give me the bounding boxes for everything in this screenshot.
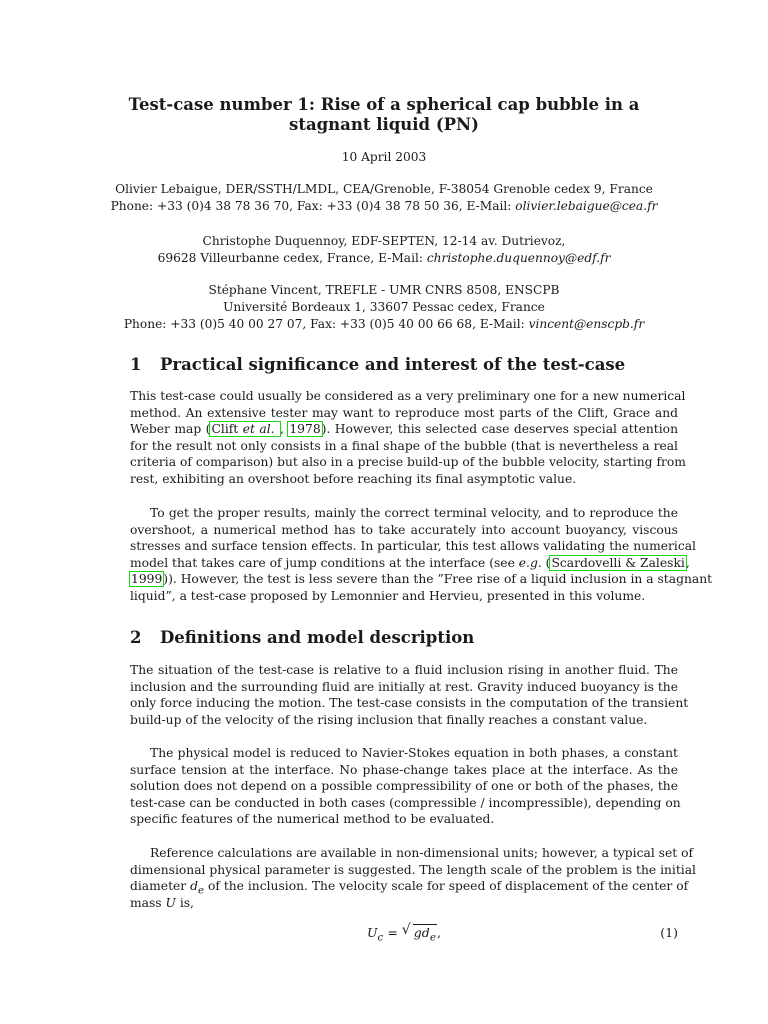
text-span: diameter — [130, 879, 191, 894]
citation-1999-link[interactable]: 1999 — [131, 572, 163, 587]
text-line — [130, 571, 713, 588]
math-var-u: U — [165, 895, 176, 910]
text-line — [130, 878, 689, 897]
math-var-d: d — [190, 879, 198, 894]
citation-author: Clift — [211, 422, 243, 437]
eq-arg: gd — [413, 925, 430, 940]
text-line: inclusion and the surrounding fluid are initially at rest. Gravity induced buoyancy is the — [130, 679, 678, 694]
text-line: method. An extensive tester may want to reproduce most parts of the Clift, Grace and — [130, 405, 678, 420]
text-line: The physical model is reduced to Navier-Stokes equation in both phases, a constant — [150, 746, 678, 760]
eq-lhs-var: U — [367, 925, 378, 940]
text-line: criteria of comparison) but also in a precise build-up of the bubble velocity, starting from — [130, 455, 686, 470]
text-line: This test-case could usually be considered as a very preliminary one for a new numerical — [130, 389, 686, 403]
section-2-number: 2 — [130, 628, 142, 647]
text-span: model that takes care of jump conditions at the interface (see — [130, 555, 519, 570]
eq-comma: , — [436, 925, 441, 940]
author-3-contact — [100, 316, 668, 333]
citation-etal: et al. — [242, 422, 275, 437]
author-block-1 — [100, 181, 668, 215]
author-2-affiliation: Christophe Duquennoy, EDF-SEPTEN, 12-14 av. Dutrievoz, — [202, 234, 566, 248]
text-line: Reference calculations are available in non-dimensional units; however, a typical set of — [150, 846, 694, 860]
text-line — [130, 555, 690, 572]
section-2-paragraph-3 — [130, 845, 696, 911]
citation-1978-link[interactable]: 1978 — [289, 422, 321, 437]
text-line: test-case can be conducted in both cases (compressible / incompressible), depending on — [130, 795, 681, 810]
text-line: solution does not depend on a possible compressibility of one or both of the phases, the — [130, 779, 678, 794]
author-1-contact — [100, 198, 668, 215]
text-span: is, — [175, 895, 194, 910]
author-block-2 — [100, 233, 668, 267]
eq-arg-sub: e — [429, 931, 436, 944]
paper-title — [120, 95, 648, 135]
paper-date: 10 April 2003 — [341, 150, 427, 164]
author-3-phone: Phone: +33 (0)5 40 00 27 07, Fax: +33 (0)5 40 00 66 68, E-Mail: — [123, 317, 529, 331]
author-1-email[interactable]: olivier.lebaigue@cea.fr — [515, 199, 658, 213]
author-2-email[interactable]: christophe.duquennoy@edf.fr — [426, 251, 611, 265]
section-1-number: 1 — [130, 355, 142, 374]
equation-1 — [130, 922, 678, 945]
author-3-email[interactable]: vincent@enscpb.fr — [528, 317, 645, 331]
author-2-contact — [100, 250, 668, 267]
author-block-3 — [100, 282, 668, 333]
title-line-2: stagnant liquid (PN) — [289, 115, 479, 134]
text-span: ). However, this selected case deserves special attention — [321, 422, 679, 437]
section-1-title: Practical significance and interest of the test-case — [160, 355, 626, 374]
text-span: )). However, the test is less severe than the ”Free rise of a liquid inclusion in a stagnant — [163, 572, 713, 587]
sqrt-symbol — [401, 922, 437, 944]
citation-scardovelli-link[interactable]: Scardovelli & Zaleski — [551, 555, 685, 570]
text-line: for the result not only consists in a final shape of the bubble (that is nevertheless a real — [130, 438, 678, 453]
title-line-1: Test-case number 1: Rise of a spherical cap bubble in a — [128, 95, 640, 114]
text-span: of the inclusion. The velocity scale for speed of displacement of the center of — [204, 879, 689, 894]
section-2-title: Definitions and model description — [160, 628, 475, 647]
eq-lhs-sub: c — [377, 931, 384, 944]
radical-sign: √ — [401, 922, 411, 938]
equation-number: (1) — [660, 925, 678, 940]
text-span: , — [280, 422, 289, 437]
text-span: , — [685, 555, 690, 570]
section-2-paragraph-1 — [130, 662, 689, 728]
section-1-paragraph-2 — [130, 505, 713, 605]
text-line: rest, exhibiting an overshoot before reaching its final asymptotic value. — [130, 471, 577, 486]
author-1-affiliation: Olivier Lebaigue, DER/SSTH/LMDL, CEA/Grenoble, F-38054 Grenoble cedex 9, France — [115, 182, 653, 196]
author-3-affiliation: Stéphane Vincent, TREFLE - UMR CNRS 8508, ENSCPB — [208, 283, 560, 297]
text-line: stresses and surface tension effects. In particular, this test allows validating the numerical — [130, 539, 696, 554]
author-2-address: 69628 Villeurbanne cedex, France, E-Mail: — [157, 251, 427, 265]
eq-equals: = — [383, 925, 402, 940]
citation-space — [275, 422, 279, 436]
text-span: mass — [130, 895, 166, 910]
math-sub-e: e — [197, 884, 205, 897]
text-line: dimensional physical parameter is suggested. The length scale of the problem is the initial — [130, 862, 696, 877]
section-1-heading — [130, 355, 625, 375]
text-line: surface tension at the interface. No phase-change takes place at the interface. As the — [130, 762, 678, 777]
text-line — [130, 421, 678, 438]
equation-body — [367, 922, 441, 944]
text-line: liquid”, a test-case proposed by Lemonnier and Hervieu, presented in this volume. — [130, 588, 646, 603]
text-line: The situation of the test-case is relative to a fluid inclusion rising in another fluid. The — [130, 663, 678, 677]
section-1-paragraph-1 — [130, 388, 686, 488]
section-2-heading — [130, 628, 474, 648]
text-line: specific features of the numerical method to be evaluated. — [130, 812, 495, 827]
text-eg: e.g. — [518, 555, 542, 570]
text-line — [130, 895, 678, 912]
author-1-phone: Phone: +33 (0)4 38 78 36 70, Fax: +33 (0)4 38 78 50 36, E-Mail: — [110, 199, 516, 213]
text-span: ( — [541, 555, 551, 570]
citation-clift-link[interactable] — [210, 422, 280, 436]
text-line: overshoot, a numerical method has to take accurately into account buoyancy, viscous — [130, 522, 678, 537]
text-line: only force inducing the motion. The test-case consists in the computation of the transient — [130, 696, 689, 711]
text-line: To get the proper results, mainly the correct terminal velocity, and to reproduce the — [150, 506, 678, 520]
author-3-address: Université Bordeaux 1, 33607 Pessac cedex, France — [223, 300, 545, 314]
section-2-paragraph-2 — [130, 745, 681, 828]
radicand — [413, 924, 437, 944]
text-line: build-up of the velocity of the rising inclusion that finally reaches a constant value. — [130, 712, 648, 727]
text-span: Weber map ( — [130, 422, 211, 437]
